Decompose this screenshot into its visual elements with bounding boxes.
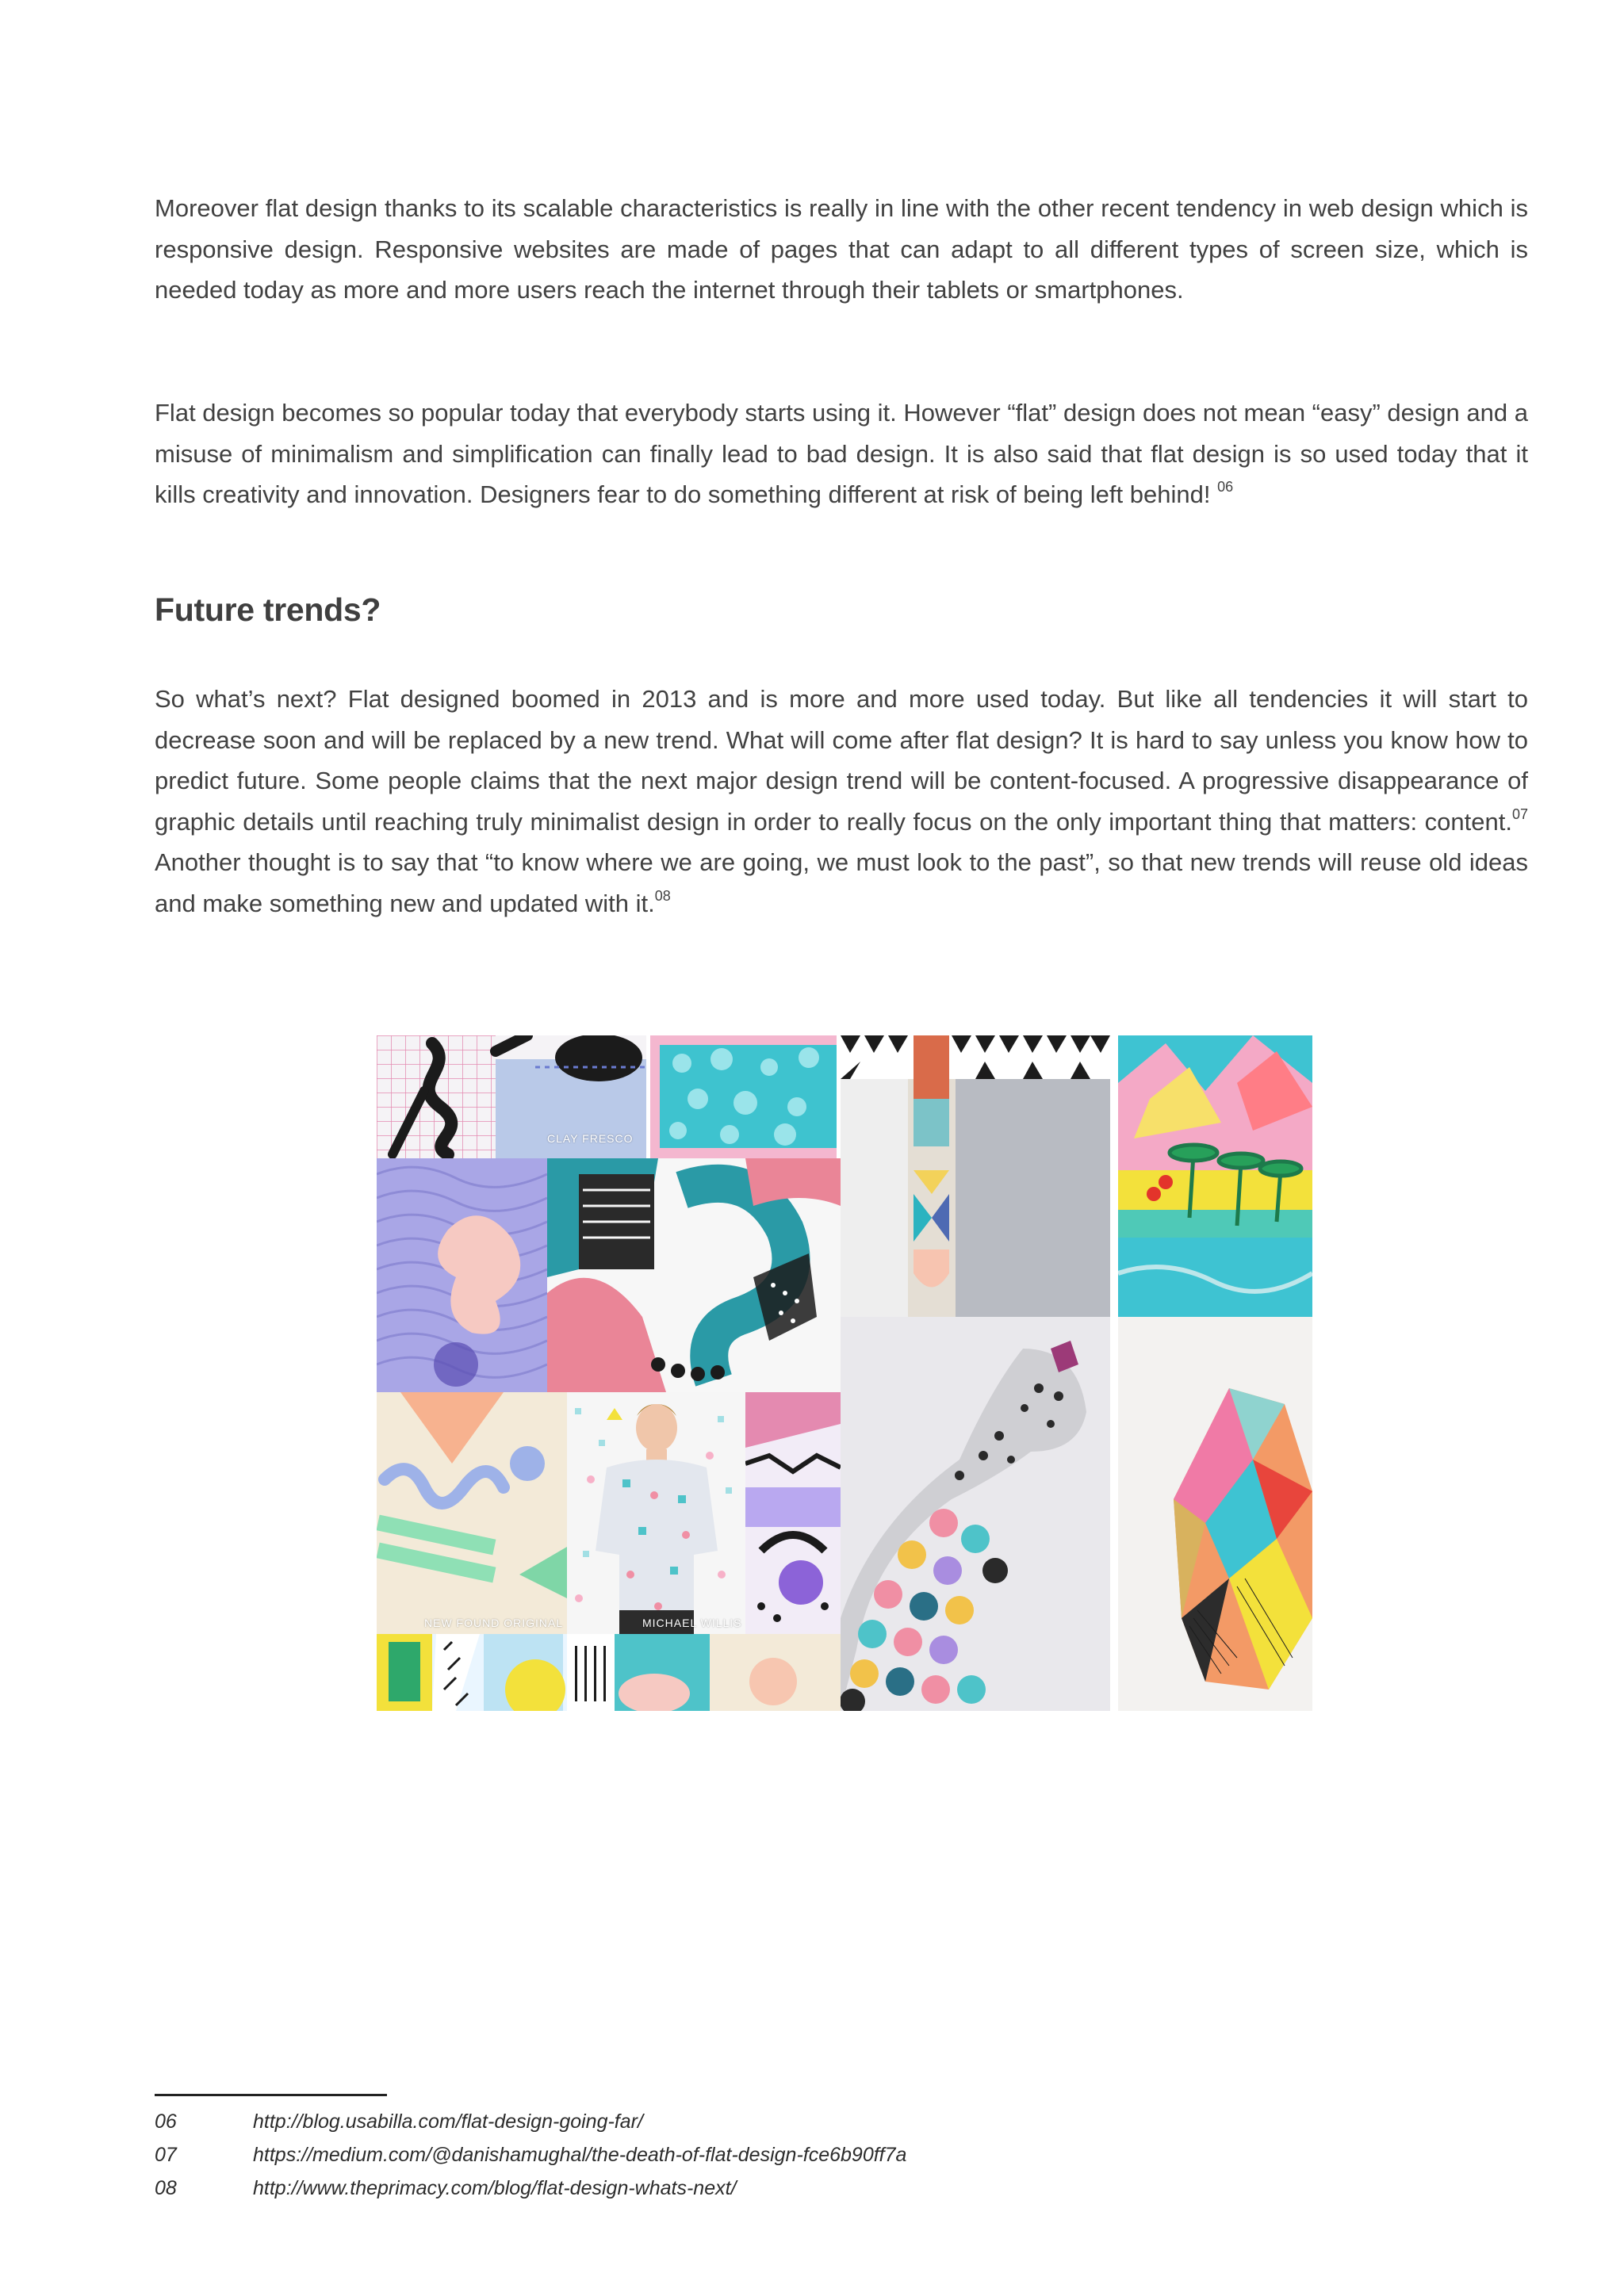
collage-tile-squiggles [377, 1035, 646, 1158]
footnote-number: 07 [155, 2144, 177, 2166]
footnote-number: 08 [155, 2177, 177, 2199]
collage-tile-teal-pattern [650, 1035, 837, 1158]
collage-tile-totem [841, 1035, 1110, 1317]
footnote-07 [155, 2144, 906, 2167]
footnote-link[interactable]: http://blog.usabilla.com/flat-design-going-far/ [253, 2110, 643, 2133]
collage-tile-pastel-shapes [377, 1392, 567, 1634]
footnote-link[interactable]: http://www.theprimacy.com/blog/flat-design-whats-next/ [253, 2177, 737, 2199]
body-paragraph-3 [155, 679, 1528, 924]
footnote-ref[interactable]: 06 [1217, 479, 1234, 495]
collage-tile-bottom-strip [377, 1634, 841, 1711]
paragraph-text: Moreover flat design thanks to its scalable characteristics is really in line with the other recent tendency in web design which is responsive design. Responsive websites are made of pages that can adapt to all different types of screen size, which is needed today as more and more users reach the internet through their tablets or smartphones. [155, 194, 1528, 304]
collage-tile-abstract-shapes [547, 1158, 841, 1392]
section-heading: Future trends? [155, 591, 381, 628]
footnote-ref[interactable]: 08 [654, 887, 671, 904]
footnote-link[interactable]: https://medium.com/@danishamughal/the-death-of-flat-design-fce6b90ff7a [253, 2144, 907, 2166]
footnote-number: 06 [155, 2110, 177, 2133]
collage-tile-tropical [1118, 1035, 1312, 1317]
body-paragraph-1 [155, 188, 1528, 311]
collage-caption: MICHAEL WILLIS [642, 1617, 742, 1629]
body-paragraph-2 [155, 392, 1528, 515]
collage-tile-leopard [841, 1317, 1110, 1711]
collage-tile-geometric-gem [1118, 1317, 1312, 1711]
paragraph-text: Another thought is to say that “to know where we are going, we must look to the past”, so that new trends will reuse old ideas and make something new and updated with it. [155, 848, 1528, 917]
collage-tile-purple-memphis [745, 1392, 841, 1634]
collage-caption: NEW FOUND ORIGINAL [424, 1617, 564, 1629]
paragraph-text: Flat design becomes so popular today that everybody starts using it. However “flat” design does not mean “easy” design and a misuse of minimalism and simplification can finally lead to bad design. It is also said that flat design is so used today that it kills creativity and innovation. Designers fear to do something different at risk of being left behind! [155, 399, 1528, 508]
footnote-separator [155, 2094, 387, 2096]
footnote-08 [155, 2177, 737, 2200]
memphis-design-collage-image [377, 1035, 1312, 1711]
footnote-ref[interactable]: 07 [1511, 806, 1528, 822]
footnote-06 [155, 2110, 643, 2133]
collage-caption: CLAY FRESCO [547, 1132, 634, 1145]
paragraph-text: So what’s next? Flat designed boomed in 2013 and is more and more used today. But like all tendencies it will start to decrease soon and will be replaced by a new trend. What will come after flat design? It is hard to say unless you know how to predict future. Some people claims that the next major design trend will be content-focused. A progressive disappearance of graphic details until reaching truly minimalist design in order to really focus on the only important thing that matters: content. [155, 685, 1528, 836]
collage-tile-fashion-model [567, 1392, 745, 1634]
collage-tile-lavender-waves [377, 1158, 547, 1392]
